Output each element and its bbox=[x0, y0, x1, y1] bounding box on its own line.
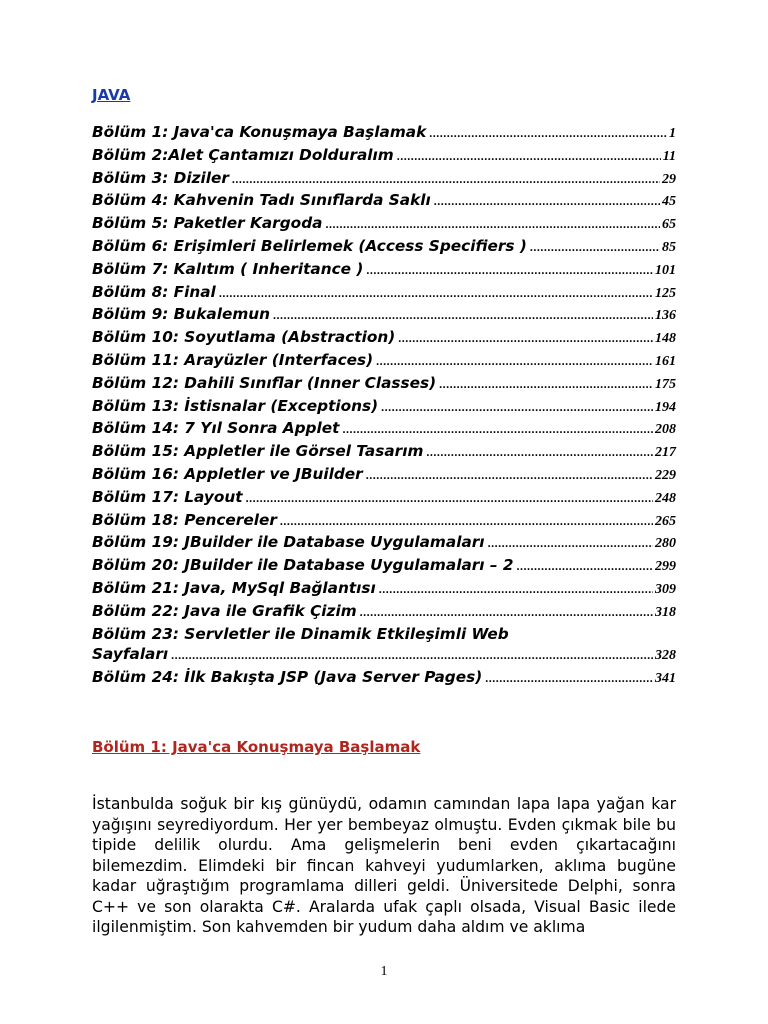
dot-leader bbox=[517, 556, 654, 577]
toc-entry-label: Bölüm 3: Diziler bbox=[92, 168, 229, 187]
toc-entry-page: 208 bbox=[655, 422, 676, 438]
toc-entry-page: 148 bbox=[655, 331, 676, 347]
toc-entry-label: Bölüm 8: Final bbox=[92, 282, 216, 301]
toc-entry-label: Bölüm 1: Java'ca Konuşmaya Başlamak bbox=[92, 123, 427, 141]
toc-entry-18 bbox=[92, 510, 676, 533]
toc-entry-23 bbox=[92, 624, 676, 668]
toc-entry-label: Bölüm 17: Layout bbox=[92, 487, 243, 506]
toc-entry-label: Bölüm 12: Dahili Sınıflar (Inner Classes) bbox=[92, 373, 437, 392]
toc-entry-page: 341 bbox=[655, 671, 676, 687]
body-paragraph: İstanbulda soğuk bir kış günüydü, odamın camından lapa lapa yağan kar yağışını seyrediyordum. Her yer bembeyaz olmuştu. Evden çıkmak bile bu tipide delilik olurdu. Ama gelişmelerin beni evden çıkartacağını bilemezdim. Elimdeki bir fincan kahveyi yudumlarken, aklıma bugüne kadar uğraştığım programlama dilleri geldi. Üniversitede Delphi, sonra C++ ve son olarakta C#. Aralarda ufak çaplı olsada, Visual Basic ilede ilgilenmiştim. Son kahvemden bir yudum daha aldım ve aklıma bbox=[92, 794, 676, 937]
toc-entry-11 bbox=[92, 350, 676, 373]
toc-entry-page: 125 bbox=[655, 285, 676, 301]
dot-leader bbox=[434, 191, 660, 212]
toc-entry-label: Bölüm 18: Pencereler bbox=[92, 510, 277, 529]
toc-entry-page: 248 bbox=[655, 490, 676, 506]
toc-entry-1 bbox=[92, 122, 676, 145]
book-title: JAVA bbox=[92, 86, 131, 104]
dot-leader bbox=[246, 488, 653, 509]
toc-entry-label: Bölüm 9: Bukalemun bbox=[92, 305, 271, 324]
toc-entry-page: 136 bbox=[655, 308, 676, 324]
dot-leader bbox=[398, 328, 653, 349]
toc-entry-label: Bölüm 10: Soyutlama (Abstraction) bbox=[92, 328, 396, 347]
dot-leader bbox=[325, 214, 660, 235]
toc-entry-page: 217 bbox=[655, 445, 676, 461]
dot-leader bbox=[488, 533, 653, 554]
toc-entry-24 bbox=[92, 667, 676, 690]
toc-entry-label: Bölüm 19: JBuilder ile Database Uygulamaları bbox=[92, 533, 485, 552]
toc-entry-label: Bölüm 6: Erişimleri Belirlemek (Access Specifiers ) bbox=[92, 236, 527, 255]
dot-leader bbox=[485, 668, 653, 689]
toc-entry-label: Bölüm 11: Arayüzler (Interfaces) bbox=[92, 350, 374, 369]
toc-entry-19 bbox=[92, 532, 676, 555]
toc-entry-9 bbox=[92, 304, 676, 327]
toc-entry-4 bbox=[92, 190, 676, 213]
toc-entry-page: 85 bbox=[662, 239, 676, 255]
dot-leader bbox=[530, 237, 660, 258]
toc-entry-15 bbox=[92, 441, 676, 464]
toc-entry-10 bbox=[92, 327, 676, 350]
dot-leader bbox=[366, 465, 653, 486]
toc-entry-label: Bölüm 16: Appletler ve JBuilder bbox=[92, 464, 363, 483]
dot-leader bbox=[273, 305, 653, 326]
toc-entry-5 bbox=[92, 213, 676, 236]
dot-leader bbox=[376, 351, 653, 372]
toc-entry-6 bbox=[92, 236, 676, 259]
chapter-heading: Bölüm 1: Java'ca Konuşmaya Başlamak bbox=[92, 737, 421, 756]
toc-entry-page: 29 bbox=[662, 171, 676, 187]
toc-entry-page: 299 bbox=[655, 559, 676, 575]
toc-entry-page: 65 bbox=[662, 217, 676, 233]
toc-entry-page: 161 bbox=[655, 353, 676, 369]
dot-leader bbox=[381, 397, 653, 418]
toc-entry-3 bbox=[92, 168, 676, 191]
toc-entry-page: 229 bbox=[655, 467, 676, 483]
toc-entry-page: 101 bbox=[655, 262, 676, 278]
dot-leader bbox=[397, 146, 661, 167]
toc-entry-label: Bölüm 21: Java, MySql Bağlantısı bbox=[92, 578, 376, 597]
toc-entry-page: 328 bbox=[655, 648, 676, 664]
table-of-contents bbox=[92, 122, 676, 624]
toc-entry-label: Bölüm 5: Paketler Kargoda bbox=[92, 214, 323, 233]
toc-entry-page: 280 bbox=[655, 536, 676, 552]
toc-entry-page: 45 bbox=[662, 194, 676, 210]
toc-entry-12 bbox=[92, 373, 676, 396]
toc-entry-20 bbox=[92, 555, 676, 578]
toc-entry-page: 318 bbox=[655, 604, 676, 620]
toc-entry-17 bbox=[92, 487, 676, 510]
toc-entry-label-line1: Bölüm 23: Servletler ile Dinamik Etkileşimli Web bbox=[92, 624, 509, 643]
toc-entry-page: 265 bbox=[655, 513, 676, 529]
page-number: 1 bbox=[380, 964, 388, 979]
toc-entry-16 bbox=[92, 464, 676, 487]
toc-entry-8 bbox=[92, 282, 676, 305]
toc-entry-label: Bölüm 14: 7 Yıl Sonra Applet bbox=[92, 419, 340, 438]
dot-leader bbox=[219, 283, 653, 304]
toc-entry-13 bbox=[92, 396, 676, 419]
dot-leader bbox=[366, 260, 653, 281]
toc-entry-label: Bölüm 13: İstisnalar (Exceptions) bbox=[92, 396, 379, 415]
toc-entry-label: Bölüm 24: İlk Bakışta JSP (Java Server Pages) bbox=[92, 668, 483, 687]
toc-entry-label: Bölüm 15: Appletler ile Görsel Tasarım bbox=[92, 442, 424, 461]
toc-entry-label: Bölüm 20: JBuilder ile Database Uygulamaları – 2 bbox=[92, 556, 514, 575]
toc-entry-label-line2: Sayfaları bbox=[92, 645, 169, 664]
dot-leader bbox=[171, 645, 653, 666]
dot-leader bbox=[342, 419, 653, 440]
toc-entry-page: 11 bbox=[662, 148, 676, 164]
toc-entry-page: 309 bbox=[655, 581, 676, 597]
dot-leader bbox=[439, 374, 653, 395]
toc-entry-21 bbox=[92, 578, 676, 601]
toc-entry-label: Bölüm 2:Alet Çantamızı Dolduralım bbox=[92, 145, 394, 164]
toc-entry-7 bbox=[92, 259, 676, 282]
toc-entry-page: 175 bbox=[655, 376, 676, 392]
toc-entry-22 bbox=[92, 601, 676, 624]
document-page bbox=[92, 84, 676, 954]
dot-leader bbox=[360, 602, 653, 623]
toc-entry-line2 bbox=[92, 644, 676, 667]
toc-entry-label: Bölüm 7: Kalıtım ( Inheritance ) bbox=[92, 259, 364, 278]
toc-entry-2 bbox=[92, 145, 676, 168]
toc-entry-label: Bölüm 4: Kahvenin Tadı Sınıflarda Saklı bbox=[92, 191, 431, 210]
dot-leader bbox=[426, 442, 653, 463]
dot-leader bbox=[379, 579, 653, 600]
dot-leader bbox=[280, 511, 653, 532]
dot-leader bbox=[232, 169, 660, 190]
dot-leader bbox=[429, 123, 667, 144]
toc-entry-14 bbox=[92, 418, 676, 441]
toc-entry-label: Bölüm 22: Java ile Grafik Çizim bbox=[92, 601, 357, 620]
toc-entry-page: 194 bbox=[655, 399, 676, 415]
toc-entry-page: 1 bbox=[669, 126, 676, 141]
